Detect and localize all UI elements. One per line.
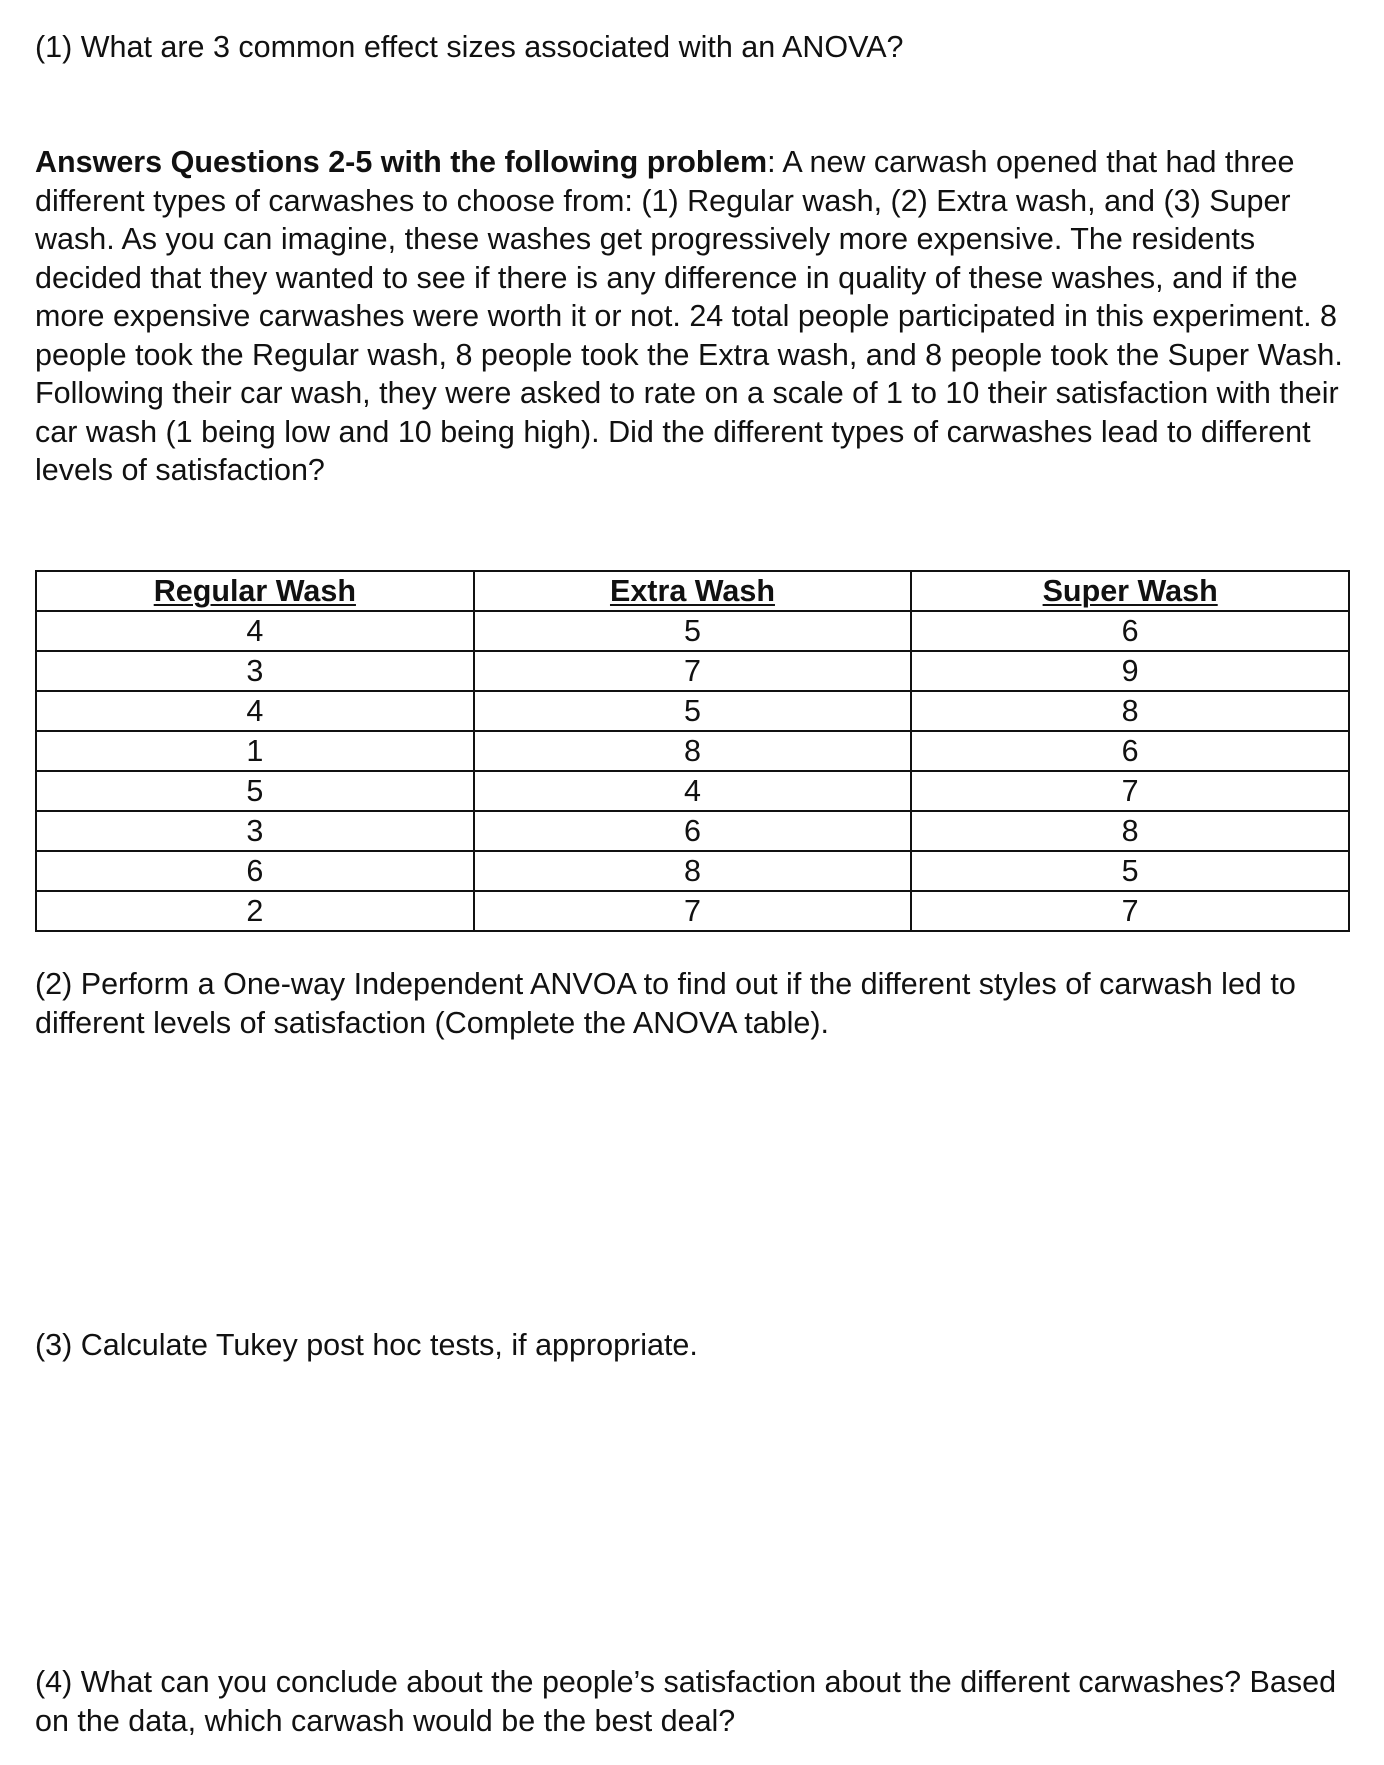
question-4: (4) What can you conclude about the people’s satisfaction about the different carwashes? Based on the data, which carwash would be the best deal?	[35, 1665, 1337, 1738]
table-cell: 4	[474, 771, 912, 811]
table-cell: 6	[36, 851, 474, 891]
table-cell: 5	[36, 771, 474, 811]
table-cell: 7	[474, 891, 912, 931]
table-cell: 1	[36, 731, 474, 771]
header-super-wash: Super Wash	[911, 571, 1349, 611]
table-cell: 9	[911, 651, 1349, 691]
satisfaction-data-table	[35, 570, 1350, 932]
table-cell: 4	[36, 691, 474, 731]
table-cell: 5	[911, 851, 1349, 891]
table-cell: 3	[36, 651, 474, 691]
table-cell: 5	[474, 691, 912, 731]
table-header-row	[36, 571, 1349, 611]
question-1: (1) What are 3 common effect sizes associated with an ANOVA?	[35, 30, 904, 64]
table-cell: 5	[474, 611, 912, 651]
table-cell: 2	[36, 891, 474, 931]
table-cell: 8	[474, 851, 912, 891]
table-cell: 6	[911, 731, 1349, 771]
table-row	[36, 771, 1349, 811]
table-cell: 8	[911, 691, 1349, 731]
table-cell: 4	[36, 611, 474, 651]
header-regular-wash: Regular Wash	[36, 571, 474, 611]
table-cell: 7	[911, 771, 1349, 811]
table-row	[36, 651, 1349, 691]
problem-lead: Answers Questions 2-5 with the following problem	[35, 145, 768, 179]
table-cell: 6	[911, 611, 1349, 651]
table-row	[36, 611, 1349, 651]
question-2: (2) Perform a One-way Independent ANVOA to find out if the different styles of carwash led to different levels of satisfaction (Complete the ANOVA table).	[35, 967, 1296, 1040]
header-extra-wash: Extra Wash	[474, 571, 912, 611]
problem-text: : A new carwash opened that had three different types of carwashes to choose from: (1) Regular wash, (2) Extra wash, and (3) Super wash. As you can imagine, these washes get progressively more expensive. The residents decided that they wanted to see if there is any difference in quality of these washes, and if the more expensive carwashes were worth it or not. 24 total people participated in this experiment. 8 people took the Regular wash, 8 people took the Extra wash, and 8 people took the Super Wash. Following their car wash, they were asked to rate on a scale of 1 to 10 their satisfaction with their car wash (1 being low and 10 being high). Did the different types of carwashes lead to different levels of satisfaction?	[35, 145, 1343, 487]
table-row	[36, 691, 1349, 731]
table-cell: 8	[474, 731, 912, 771]
table-cell: 7	[911, 891, 1349, 931]
table-row	[36, 811, 1349, 851]
problem-statement	[35, 143, 1355, 490]
table-cell: 7	[474, 651, 912, 691]
table-cell: 3	[36, 811, 474, 851]
table-row	[36, 731, 1349, 771]
table-cell: 6	[474, 811, 912, 851]
table-row	[36, 851, 1349, 891]
table-row	[36, 891, 1349, 931]
question-3: (3) Calculate Tukey post hoc tests, if appropriate.	[35, 1328, 698, 1362]
table-cell: 8	[911, 811, 1349, 851]
